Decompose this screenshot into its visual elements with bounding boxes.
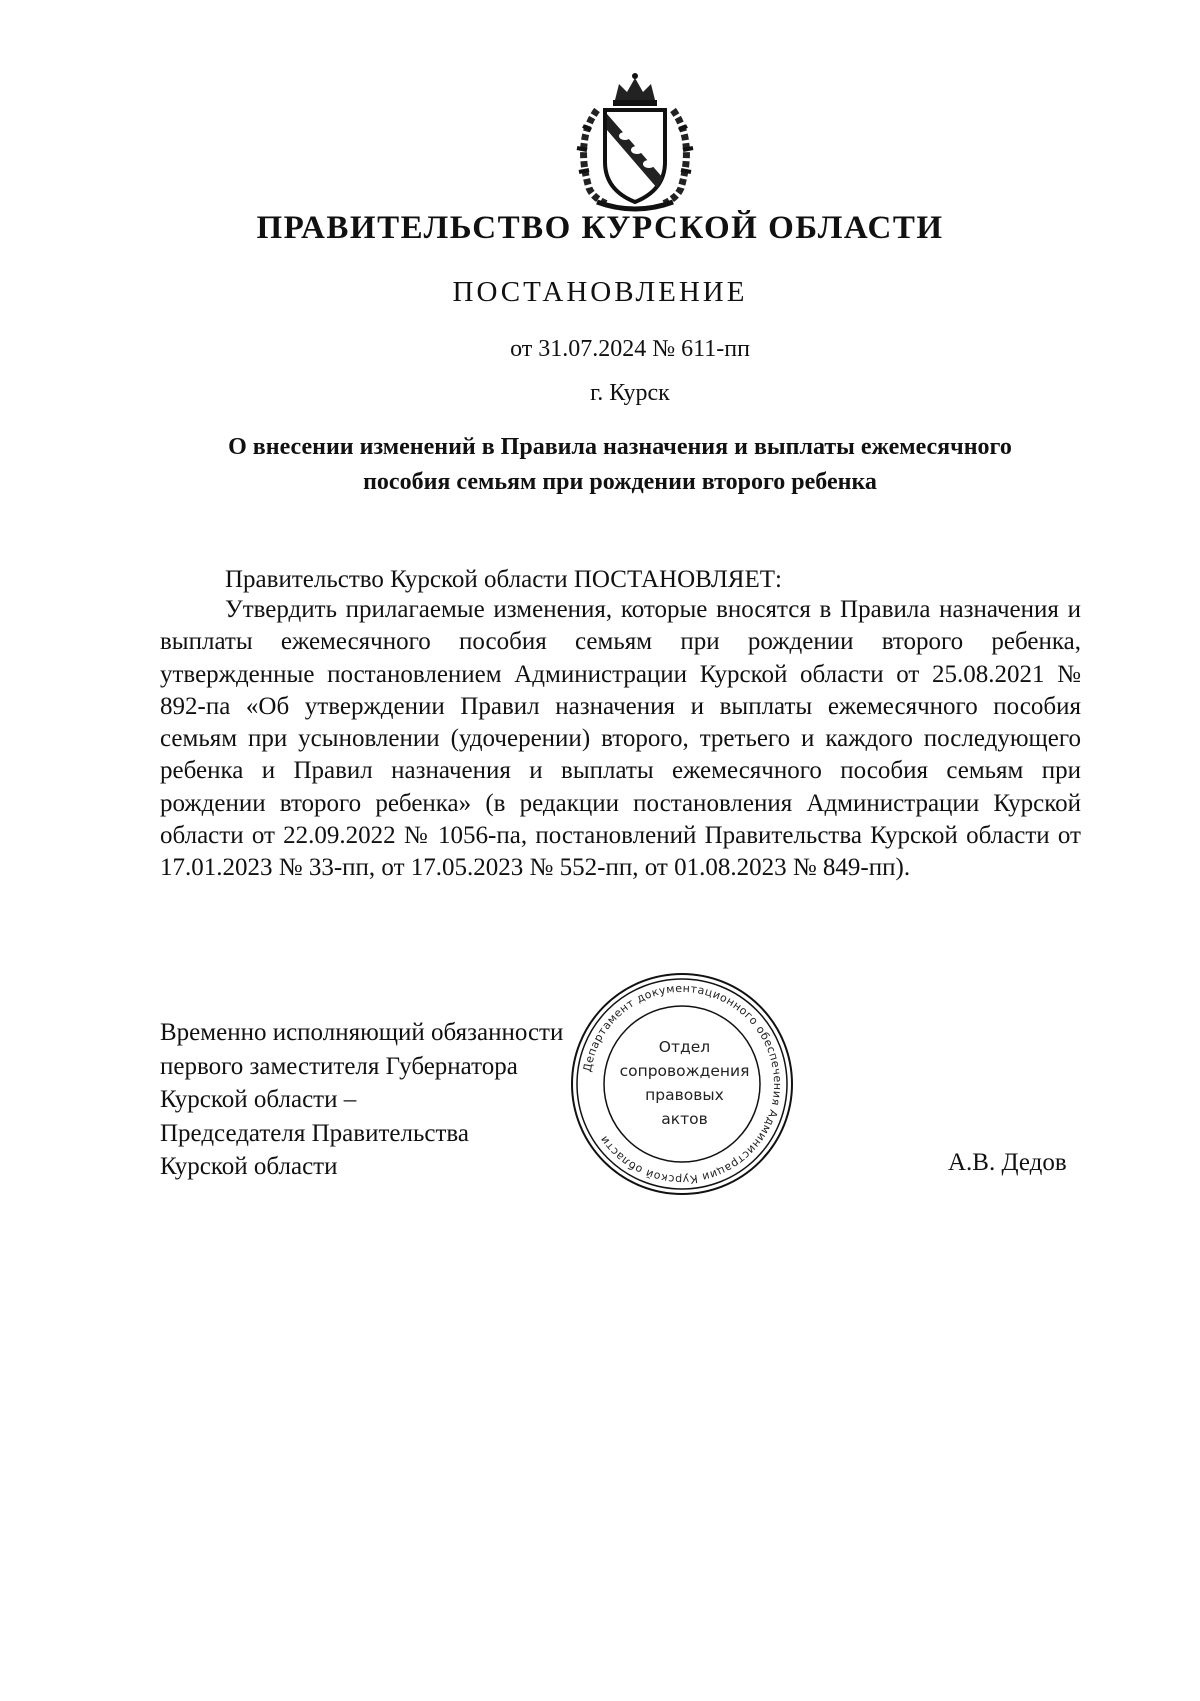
stamp-center-text	[617, 1035, 752, 1131]
stamp-center-line: правовых	[645, 1086, 724, 1104]
document-title	[160, 430, 1080, 500]
stamp-center-line: сопровождения	[619, 1062, 750, 1080]
resolution-paragraph: Утвердить прилагаемые изменения, которые вносятся в Правила назначения и выплаты ежемесячного пособия семьям при рождении второго ребенка, утвержденные постановлением Администрации Курской области от 25.08.2021 № 892-па «Об утверждении Правил назначения и выплаты ежемесячного пособия семьям при усыновлении (удочерении) второго, третьего и каждого последующего ребенка и Правил назначения и выплаты ежемесячного пособия семьям при рождении второго ребенка» (в редакции постановления Администрации Курской области от 22.09.2022 № 1056-па, постановлений Правительства Курской области от 17.01.2023 № 33-пп, от 17.05.2023 № 552-пп, от 01.08.2023 № 849-пп).	[160, 596, 1081, 882]
signatory-position-line: Курской области	[160, 1153, 338, 1180]
signatory-position-line: Курской области –	[160, 1086, 357, 1113]
kursk-coat-of-arms-icon	[567, 70, 703, 212]
stamp-ring-text: Департамент документационного обеспечения Администрации Курской области	[580, 981, 785, 1187]
signatory-position-line: Временно исполняющий обязанности	[160, 1019, 564, 1046]
organization-name: ПРАВИТЕЛЬСТВО КУРСКОЙ ОБЛАСТИ	[256, 210, 944, 246]
signatory-position-line: первого заместителя Губернатора	[160, 1052, 518, 1080]
document-title-line: пособия семьям при рождении второго ребенка	[363, 469, 877, 495]
document-city: г. Курск	[590, 380, 670, 406]
stamp-center-line: актов	[661, 1110, 708, 1128]
signatory-position	[160, 1016, 563, 1184]
document-date-number: от 31.07.2024 № 611-пп	[510, 336, 750, 362]
signatory-position-line: Председателя Правительства	[160, 1119, 469, 1147]
document-type: ПОСТАНОВЛЕНИЕ	[452, 276, 748, 308]
document-title-line: О внесении изменений в Правила назначения и выплаты ежемесячного	[228, 434, 1012, 460]
stamp-center-line: Отдел	[658, 1038, 711, 1056]
resolution-intro: Правительство Курской области ПОСТАНОВЛЯЕТ:	[225, 566, 782, 593]
signatory-name: А.В. Дедов	[948, 1149, 1067, 1176]
